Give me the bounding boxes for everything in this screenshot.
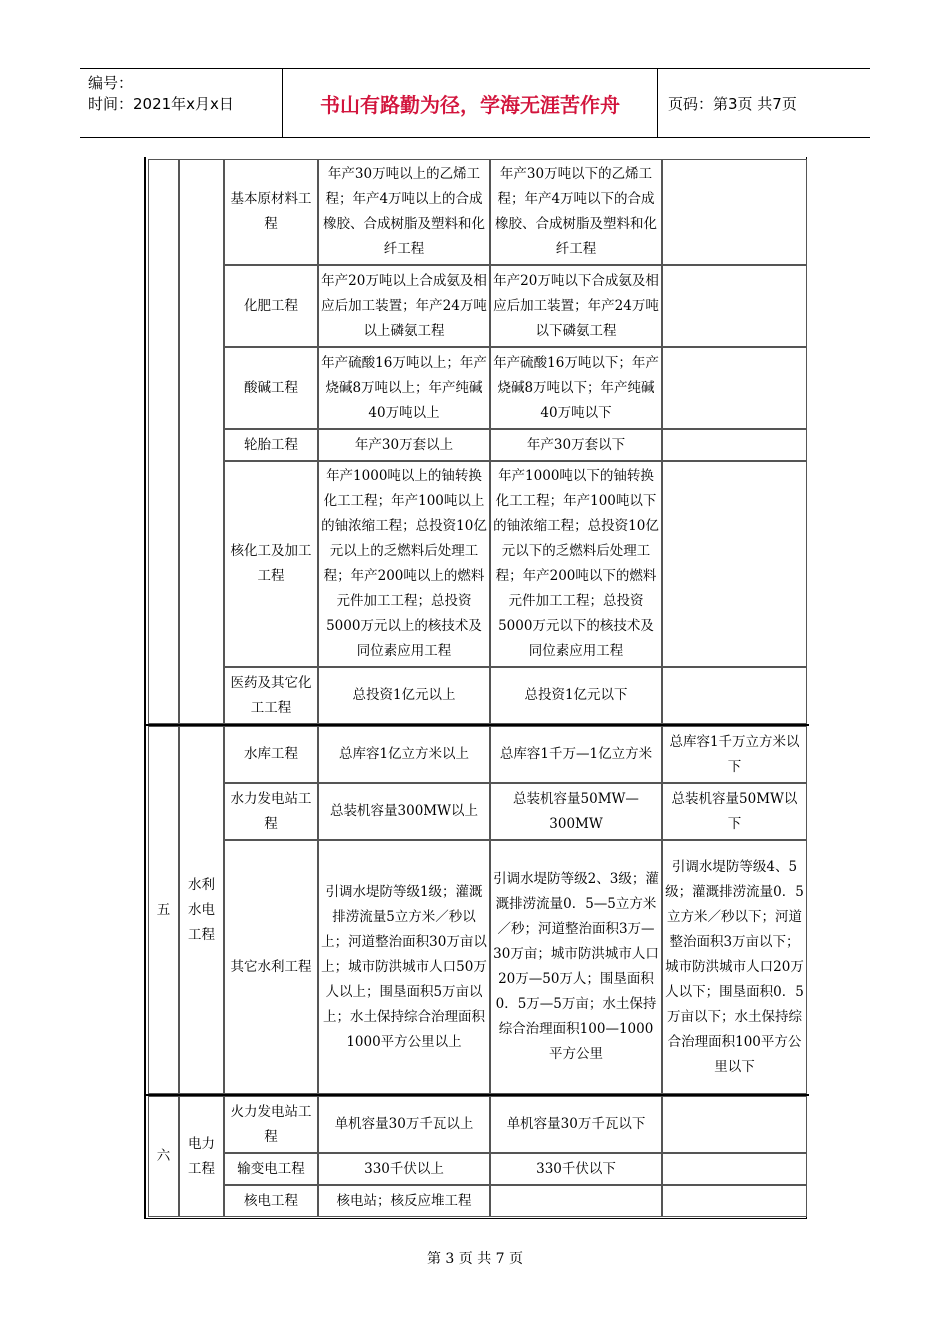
page-footer: 第 3 页 共 7 页 (426, 1251, 524, 1267)
small-scale-cell: 总库容1千万立方米以下 (662, 726, 807, 783)
medium-scale-cell: 年产20万吨以下合成氨及相应后加工装置；年产24万吨以下磷氨工程 (490, 265, 662, 347)
small-scale-cell (662, 265, 807, 347)
large-scale-cell: 总库容1亿立方米以上 (318, 726, 490, 783)
project-name-cell: 轮胎工程 (224, 429, 318, 461)
medium-scale-cell: 年产30万吨以下的乙烯工程；年产4万吨以下的合成橡胶、合成树脂及塑料和化纤工程 (490, 159, 662, 265)
header-page-label: 页码：第3页 共7页 (668, 94, 797, 113)
section-category-cell: 电力工程 (179, 1096, 224, 1217)
medium-scale-cell (490, 1185, 662, 1217)
small-scale-cell (662, 347, 807, 429)
medium-scale-cell: 年产30万套以下 (490, 429, 662, 461)
project-name-cell: 化肥工程 (224, 265, 318, 347)
small-scale-cell (662, 1185, 807, 1217)
medium-scale-cell: 总投资1亿元以下 (490, 667, 662, 724)
small-scale-cell: 总装机容量50MW以下 (662, 783, 807, 840)
medium-scale-cell: 单机容量30万千瓦以下 (490, 1096, 662, 1153)
large-scale-cell: 引调水堤防等级1级；灌溉排涝流量5立方米／秒以上；河道整治面积30万亩以上；城市防洪城市人口50万人以上；围垦面积5万亩以上；水土保持综合治理面积1000平方公里以上 (318, 840, 490, 1094)
medium-scale-cell: 总装机容量50MW—300MW (490, 783, 662, 840)
page-header (80, 68, 870, 138)
large-scale-cell: 总装机容量300MW以上 (318, 783, 490, 840)
large-scale-cell: 年产30万套以上 (318, 429, 490, 461)
small-scale-cell (662, 1153, 807, 1185)
large-scale-cell: 年产1000吨以上的铀转换化工工程；年产100吨以上的铀浓缩工程；总投资10亿元以上的乏燃料后处理工程；年产200吨以上的燃料元件加工工程；总投资5000万元以上的核技术及同位素应用工程 (318, 461, 490, 667)
small-scale-cell (662, 1096, 807, 1153)
section-number-cell (148, 159, 179, 724)
large-scale-cell: 年产30万吨以上的乙烯工程；年产4万吨以上的合成橡胶、合成树脂及塑料和化纤工程 (318, 159, 490, 265)
section-category-cell (179, 159, 224, 724)
small-scale-cell (662, 159, 807, 265)
project-name-cell: 其它水利工程 (224, 840, 318, 1094)
large-scale-cell: 单机容量30万千瓦以上 (318, 1096, 490, 1153)
project-name-cell: 输变电工程 (224, 1153, 318, 1185)
header-meta (80, 69, 283, 137)
medium-scale-cell: 引调水堤防等级2、3级；灌溉排涝流量0．5—5立方米／秒；河道整治面积3万—30万亩；城市防洪城市人口20万—50万人；围垦面积0．5万—5万亩；水土保持综合治理面积100—1000平方公里 (490, 840, 662, 1094)
section-number-cell: 五 (148, 726, 179, 1094)
small-scale-cell (662, 667, 807, 724)
large-scale-cell: 核电站；核反应堆工程 (318, 1185, 490, 1217)
project-name-cell: 火力发电站工程 (224, 1096, 318, 1153)
medium-scale-cell: 年产1000吨以下的铀转换化工工程；年产100吨以下的铀浓缩工程；总投资10亿元以下的乏燃料后处理工程；年产200吨以下的燃料元件加工工程；总投资5000万元以下的核技术及同位素应用工程 (490, 461, 662, 667)
project-name-cell: 酸碱工程 (224, 347, 318, 429)
small-scale-cell: 引调水堤防等级4、5级；灌溉排涝流量0．5立方米／秒以下；河道整治面积3万亩以下；城市防洪城市人口20万人以下；围垦面积0．5万亩以下；水土保持综合治理面积100平方公里以下 (662, 840, 807, 1094)
project-name-cell: 基本原材料工程 (224, 159, 318, 265)
medium-scale-cell: 总库容1千万—1亿立方米 (490, 726, 662, 783)
header-motto: 书山有路勤为径，学海无涯苦作舟 (283, 69, 658, 137)
project-name-cell: 水库工程 (224, 726, 318, 783)
section-category-cell: 水利水电工程 (179, 726, 224, 1094)
number-label: 编号： (88, 74, 134, 92)
large-scale-cell: 总投资1亿元以上 (318, 667, 490, 724)
section-number-cell: 六 (148, 1096, 179, 1217)
classification-table (144, 157, 807, 1219)
small-scale-cell (662, 461, 807, 667)
medium-scale-cell: 年产硫酸16万吨以下；年产烧碱8万吨以下；年产纯碱40万吨以下 (490, 347, 662, 429)
large-scale-cell: 年产20万吨以上合成氨及相应后加工装置；年产24万吨以上磷氨工程 (318, 265, 490, 347)
large-scale-cell: 年产硫酸16万吨以上；年产烧碱8万吨以上；年产纯碱40万吨以上 (318, 347, 490, 429)
large-scale-cell: 330千伏以上 (318, 1153, 490, 1185)
medium-scale-cell: 330千伏以下 (490, 1153, 662, 1185)
project-name-cell: 医药及其它化工工程 (224, 667, 318, 724)
project-name-cell: 核电工程 (224, 1185, 318, 1217)
project-name-cell: 水力发电站工程 (224, 783, 318, 840)
date-label: 时间：2021年x月x日 (88, 95, 234, 113)
project-name-cell: 核化工及加工工程 (224, 461, 318, 667)
small-scale-cell (662, 429, 807, 461)
